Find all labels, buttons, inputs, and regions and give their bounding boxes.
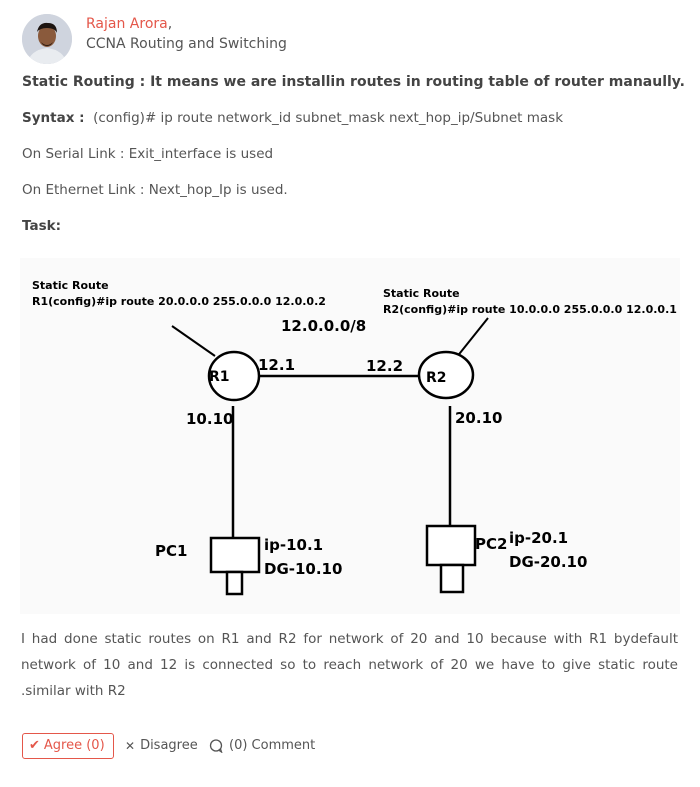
author-name-text[interactable]: Rajan Arora <box>86 16 168 32</box>
pc1-ip: ip-10.1 <box>264 536 324 554</box>
comment-label: (0) Comment <box>229 738 316 753</box>
r2-serial-ip: 12.2 <box>366 357 404 375</box>
avatar-photo <box>22 14 72 64</box>
check-icon: ✔ <box>29 738 40 753</box>
headline: Static Routing : It means we are installin routes in routing table of router manaully. <box>22 74 685 90</box>
pc2-dg: DG-20.10 <box>509 553 588 571</box>
agree-button[interactable] <box>22 733 114 759</box>
r2-static-cmd: R2(config)#ip route 10.0.0.0 255.0.0.0 12.0.0.1 <box>383 303 677 316</box>
r1-static-cmd: R1(config)#ip route 20.0.0.0 255.0.0.0 12.0.0.2 <box>32 295 326 308</box>
author-role: CCNA Routing and Switching <box>86 36 287 52</box>
comment-button[interactable] <box>209 733 315 759</box>
avatar[interactable] <box>22 14 72 64</box>
r2-static-title: Static Route <box>383 287 460 300</box>
answer-body: I had done static routes on R1 and R2 for network of 20 and 10 because with R1 bydefault network of 10 and 12 is connected so to reach network of 20 we have to give static route .similar with R2 <box>21 631 678 699</box>
pc2-base-icon <box>441 565 463 592</box>
r1-label: R1 <box>209 369 230 385</box>
syntax-line <box>22 110 563 126</box>
pc1-dg: DG-10.10 <box>264 560 343 578</box>
link-network-label: 12.0.0.0/8 <box>281 317 367 335</box>
syntax-value: (config)# ip route network_id subnet_mask next_hop_ip/Subnet mask <box>93 110 564 126</box>
disagree-button[interactable] <box>125 733 198 759</box>
speech-bubble-icon <box>209 739 223 753</box>
disagree-label: Disagree <box>140 738 198 753</box>
diagram-canvas <box>20 258 680 614</box>
r1-pointer-line <box>172 326 215 356</box>
serial-link-text: On Serial Link : Exit_interface is used <box>22 146 274 162</box>
network-diagram <box>20 258 680 614</box>
author-name[interactable] <box>86 16 172 32</box>
pc1-base-icon <box>227 572 242 594</box>
r2-label: R2 <box>426 370 447 386</box>
pc1-monitor-icon <box>211 538 259 572</box>
r1-lan-ip: 10.10 <box>186 410 234 428</box>
r1-serial-ip: 12.1 <box>258 356 296 374</box>
ethernet-link-text: On Ethernet Link : Next_hop_Ip is used. <box>22 182 288 198</box>
pc2-monitor-icon <box>427 526 475 565</box>
r2-pointer-line <box>456 318 488 358</box>
x-icon: ✕ <box>125 739 136 753</box>
author-name-separator: , <box>167 16 173 32</box>
r2-lan-ip: 20.10 <box>455 409 503 427</box>
pc1-label: PC1 <box>155 542 188 560</box>
agree-label: Agree (0) <box>43 738 105 753</box>
r1-static-title: Static Route <box>32 279 109 292</box>
pc2-label: PC2 <box>475 535 508 553</box>
task-label: Task: <box>22 218 61 234</box>
pc2-ip: ip-20.1 <box>509 529 569 547</box>
syntax-label: Syntax : <box>22 110 85 126</box>
